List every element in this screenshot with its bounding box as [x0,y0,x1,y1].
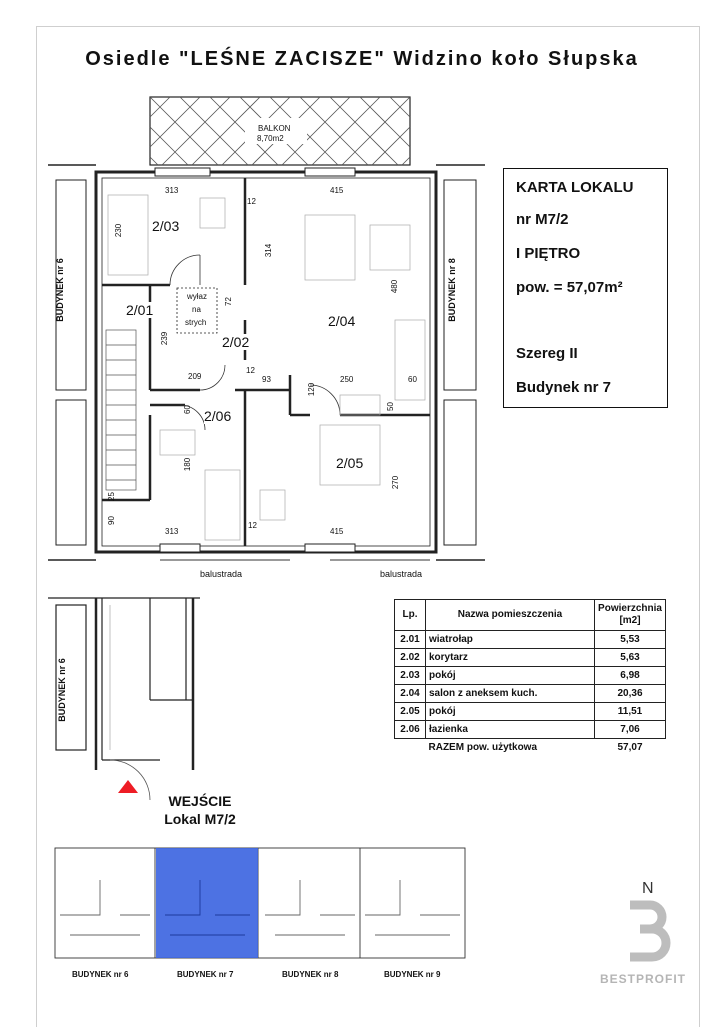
row-name: wiatrołap [426,631,595,649]
card-floor: I PIĘTRO [516,245,581,262]
keyplan-label-8: BUDYNEK nr 8 [282,970,339,979]
dim: 180 [183,457,193,472]
attic-label-3: strych [185,318,207,327]
building-right-label: BUDYNEK nr 8 [446,258,457,322]
north-arrow-label: N [642,880,654,897]
dim: 230 [114,223,124,238]
card-area: pow. = 57,07m² [516,279,623,296]
keyplan-label-6: BUDYNEK nr 6 [72,970,129,979]
dim: 415 [330,186,344,195]
row-area: 11,51 [595,703,666,721]
apartment-card [503,168,668,408]
balcony-area: 8,70m2 [257,134,284,143]
row-lp: 2.06 [395,721,426,739]
card-unit-number: nr M7/2 [516,211,569,228]
dim: 60 [408,375,417,384]
table-total-row [395,739,666,757]
table-row [395,631,666,649]
balustrade-right-label: balustrada [380,569,423,579]
row-area: 20,36 [595,685,666,703]
table-row [395,649,666,667]
table-row [395,703,666,721]
room-2-05: 2/05 [336,455,364,471]
building-left-label: BUDYNEK nr 6 [54,258,65,322]
table-header-row [395,600,666,631]
dim: 480 [390,279,400,294]
dim: 60 [182,405,192,414]
balustrade-left-label: balustrada [200,569,243,579]
table-row [395,667,666,685]
room-2-03: 2/03 [152,218,180,234]
attic-label-1: wyłaz [187,292,208,301]
header-lp: Lp. [395,600,426,631]
ground-floor-drawing [48,598,200,800]
bestprofit-logo-mark [630,905,666,957]
card-building: Budynek nr 7 [516,379,612,396]
dim: 72 [223,297,233,306]
row-name: salon z aneksem kuch. [426,685,595,703]
row-lp: 2.01 [395,631,426,649]
header-name: Nazwa pomieszczenia [426,600,595,631]
room-2-02: 2/02 [222,334,250,350]
table-row [395,685,666,703]
row-name: pokój [426,667,595,685]
room-2-06: 2/06 [204,408,232,424]
dim: 12 [248,521,257,530]
row-lp: 2.02 [395,649,426,667]
row-lp: 2.03 [395,667,426,685]
dim: 90 [106,516,116,525]
row-name: korytarz [426,649,595,667]
entrance-title: WEJŚCIE [168,793,232,809]
row-area: 6,98 [595,667,666,685]
row-area: 5,53 [595,631,666,649]
stairs [106,330,136,490]
balcony-title: BALKON [258,124,291,133]
room-2-01: 2/01 [126,302,154,318]
card-row: Szereg II [516,345,578,362]
dim: 415 [330,527,344,536]
dim: 50 [385,402,395,411]
dim: 313 [165,527,179,536]
bestprofit-logo-text: BESTPROFIT [600,972,687,986]
keyplan-label-7: BUDYNEK nr 7 [177,970,234,979]
row-area: 5,63 [595,649,666,667]
dim: 93 [262,375,271,384]
ground-building-label: BUDYNEK nr 6 [56,658,67,722]
entrance-marker [118,780,138,793]
card-title: KARTA LOKALU [516,179,634,196]
row-name: łazienka [426,721,595,739]
windows [155,168,355,552]
room-2-04: 2/04 [328,313,356,329]
total-label: RAZEM pow. użytkowa [426,739,595,757]
key-plan [55,848,465,958]
dim: 209 [188,372,202,381]
dim: 120 [307,382,317,397]
page-title: Osiedle "LEŚNE ZACISZE" Widzino koło Słupska [85,48,639,70]
row-lp: 2.04 [395,685,426,703]
dim: 239 [160,331,170,346]
row-lp: 2.05 [395,703,426,721]
dim: 270 [391,475,401,490]
keyplan-label-9: BUDYNEK nr 9 [384,970,441,979]
row-name: pokój [426,703,595,721]
entrance-subtitle: Lokal M7/2 [164,811,236,827]
doors [170,255,340,430]
room-area-table [394,599,666,756]
dim: 250 [340,375,354,384]
dim: 12 [247,197,256,206]
header-area: Powierzchnia [m2] [595,600,666,631]
table-row [395,721,666,739]
dim: 314 [264,243,274,258]
row-area: 7,06 [595,721,666,739]
entrance-label [140,792,260,828]
dim: 313 [165,186,179,195]
attic-label-2: na [192,305,201,314]
dim: 25 [106,492,116,501]
total-value: 57,07 [595,739,666,757]
dim: 12 [246,366,255,375]
key-plan-highlight [156,848,258,958]
